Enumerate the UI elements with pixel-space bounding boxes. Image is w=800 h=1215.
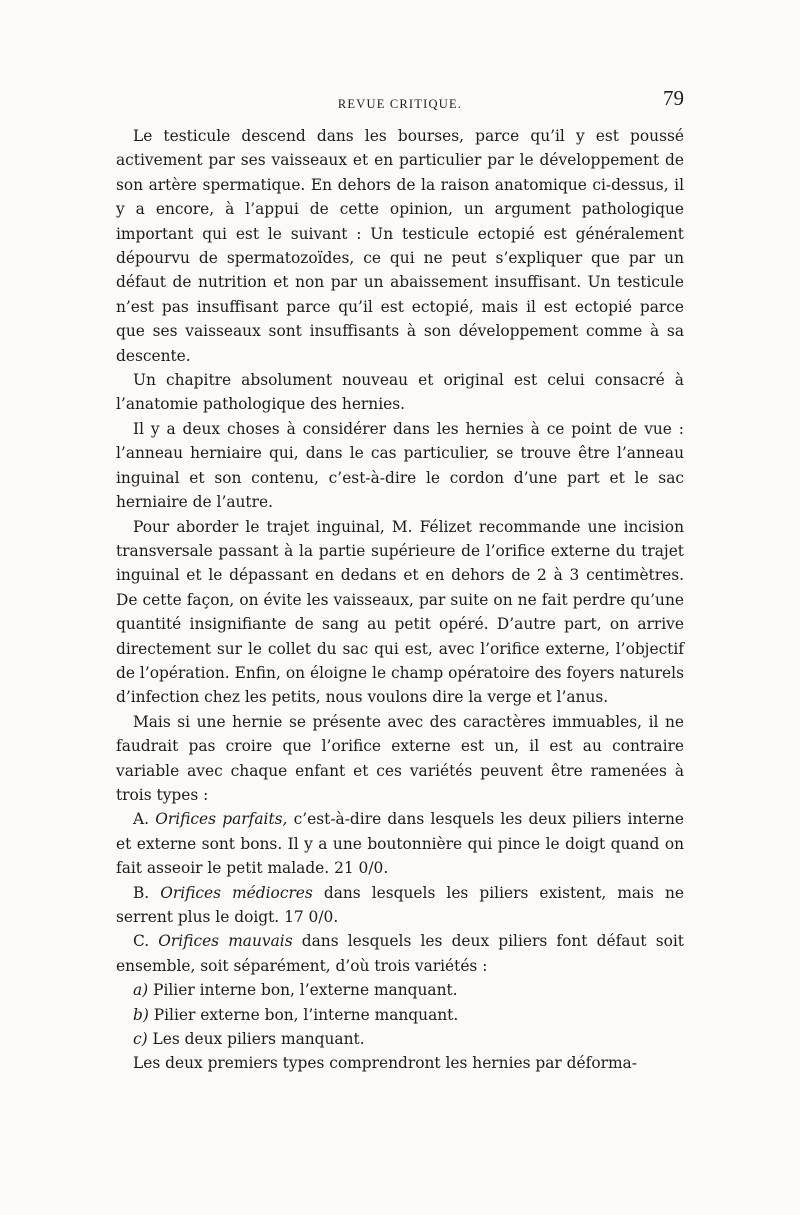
type-name: Orifices mauvais	[158, 932, 293, 951]
type-text: dans lesquels les piliers existent, mais ne serrent plus le doigt. 17 0/0.	[116, 883, 684, 926]
type-text: dans lesquels les deux piliers font défaut soit ensemble, soit séparément, d’où trois variétés :	[116, 932, 684, 975]
type-name: Orifices parfaits,	[155, 810, 288, 829]
variety-label: b)	[133, 1005, 149, 1024]
variety-item-a	[116, 978, 684, 1002]
paragraph-testicule: Le testicule descend dans les bourses, parce qu’il y est poussé activement par ses vaisseaux et en particulier par le développement de son artère spermatique. En dehors de la raison anatomique ci-dessus, il y a encore, à l’appui de cette opinion, un argument pathologique important qui est le suivant : Un testicule ectopié est généralement dépourvu de spermatozoïdes, ce qui ne peut s’expliquer que par un défaut de nutrition et non par un abaissement insuffisant. Un testicule n’est pas insuffisant parce qu’il est ectopié, mais il est ectopié parce que ses vaisseaux sont insuffisants à son développement comme à sa descente.	[116, 127, 684, 365]
type-name: Orifices médiocres	[160, 883, 313, 902]
paragraph-deux-choses: Il y a deux choses à considérer dans les hernies à ce point de vue : l’anneau herniaire qui, dans le cas particulier, se trouve être l’anneau inguinal et son contenu, c’est-à-dire le cordon d’une part et le sac herniaire de l’autre.	[116, 419, 684, 512]
document-page	[116, 86, 684, 1076]
variety-text: Les deux piliers manquant.	[152, 1030, 365, 1049]
type-item-a	[116, 807, 684, 880]
paragraph-trajet-inguinal: Pour aborder le trajet inguinal, M. Félizet recommande une incision transversale passant à la partie supérieure de l’orifice externe du trajet inguinal et le dépassant en dedans et en dehors de 2 à 3 centimètres. De cette façon, on évite les vaisseaux, par suite on ne fait perdre qu’une quantité insignifiante de sang au petit opéré. D’autre part, on arrive directement sur le collet du sac qui est, avec l’orifice externe, l’objectif de l’opération. Enfin, on éloigne le champ opératoire des foyers naturels d’infection chez les petits, nous voulons dire la verge et l’anus.	[116, 517, 684, 707]
type-letter: C.	[133, 932, 150, 951]
paragraph-closing: Les deux premiers types comprendront les hernies par déforma-	[133, 1054, 637, 1073]
page-number: 79	[663, 86, 684, 110]
variety-item-b	[116, 1003, 684, 1027]
page-header	[116, 86, 684, 124]
variety-item-c	[116, 1027, 684, 1051]
variety-text: Pilier interne bon, l’externe manquant.	[153, 981, 458, 1000]
variety-text: Pilier externe bon, l’interne manquant.	[153, 1005, 459, 1024]
type-letter: A.	[133, 810, 150, 829]
running-title: REVUE CRITIQUE.	[337, 97, 463, 111]
type-letter: B.	[133, 883, 150, 902]
type-text: c’est-à-dire dans lesquels les deux piliers interne et externe sont bons. Il y a une boutonnière qui pince le doigt quand on fait asseoir le petit malade. 21 0/0.	[116, 810, 684, 878]
variety-label: a)	[133, 981, 149, 1000]
paragraph-chapitre: Un chapitre absolument nouveau et original est celui consacré à l’anatomie pathologique des hernies.	[116, 371, 684, 414]
type-item-c	[116, 929, 684, 978]
paragraph-trois-types: Mais si une hernie se présente avec des caractères immuables, il ne faudrait pas croire que l’orifice externe est un, il est au contraire variable avec chaque enfant et ces variétés peuvent être ramenées à trois types :	[116, 712, 684, 804]
type-item-b	[116, 881, 684, 930]
variety-label: c)	[133, 1030, 148, 1049]
